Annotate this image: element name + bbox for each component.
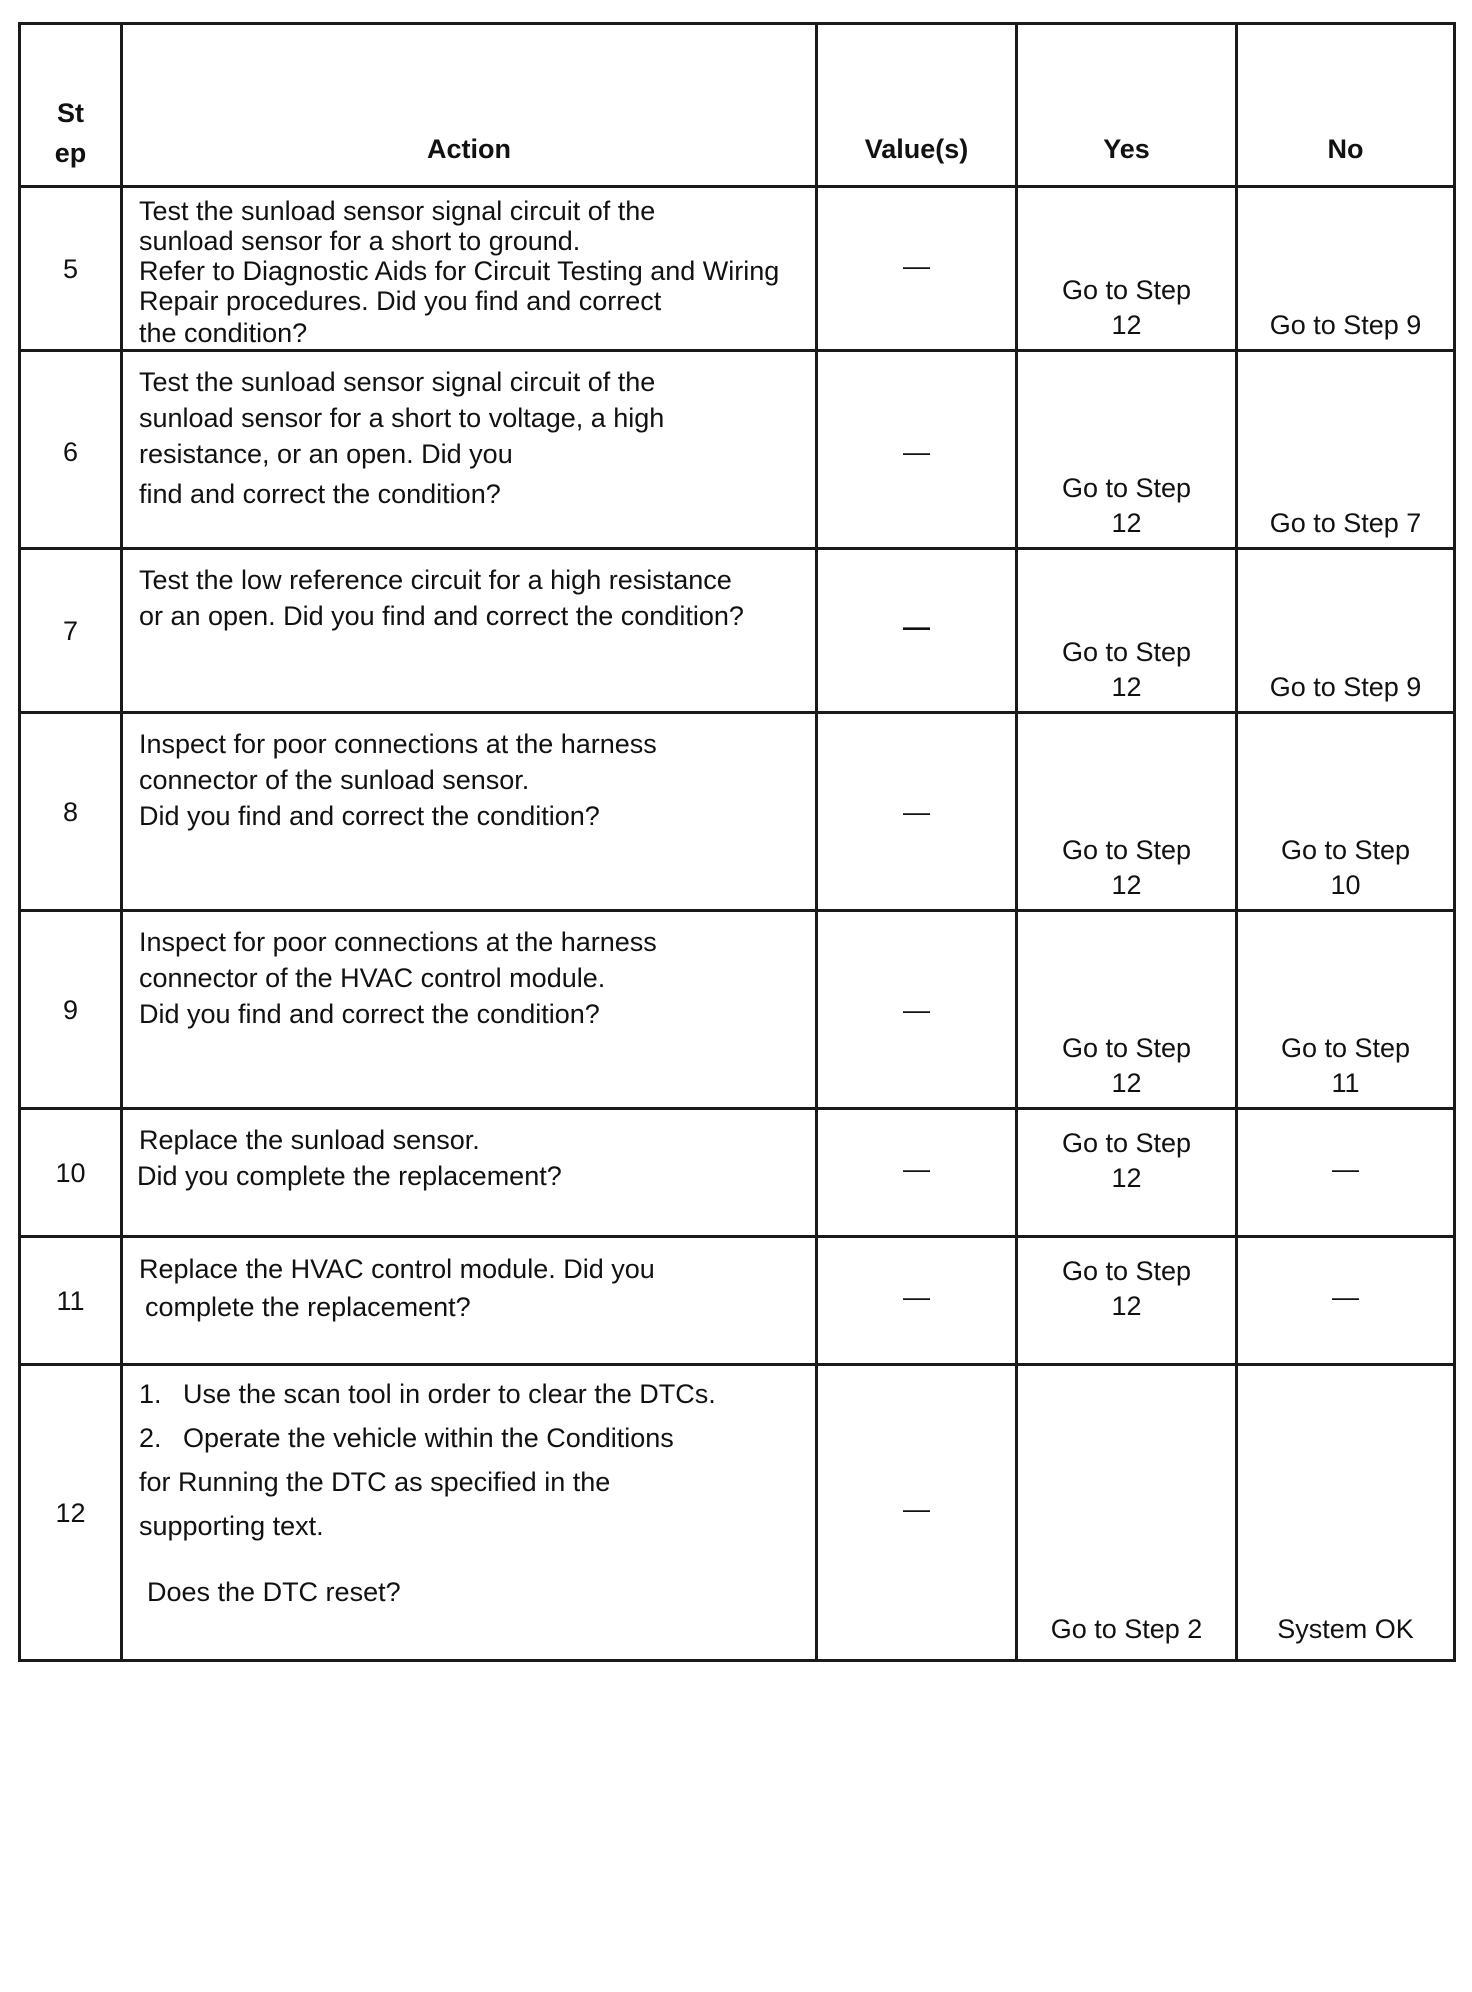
action-line: Test the sunload sensor signal circuit of the bbox=[139, 367, 656, 397]
list-number: 1. bbox=[139, 1379, 162, 1409]
action-line: supporting text. bbox=[139, 1511, 324, 1541]
action-line: sunload sensor for a short to voltage, a high bbox=[139, 403, 665, 433]
action-line: Inspect for poor connections at the harness bbox=[139, 729, 657, 759]
table-row bbox=[20, 911, 1455, 1109]
yes-cell bbox=[1017, 1109, 1237, 1237]
action-line: Did you find and correct the condition? bbox=[139, 801, 600, 831]
value-cell: — bbox=[817, 713, 1017, 911]
step-number: 10 bbox=[20, 1109, 122, 1237]
yes-line: Go to Step bbox=[1061, 275, 1192, 305]
action-cell bbox=[122, 1109, 817, 1237]
action-line: connector of the HVAC control module. bbox=[139, 963, 606, 993]
action-line: Did you complete the replacement? bbox=[137, 1161, 562, 1191]
action-line: Replace the sunload sensor. bbox=[139, 1125, 480, 1155]
table-row bbox=[20, 187, 1455, 351]
action-line: connector of the sunload sensor. bbox=[139, 765, 530, 795]
yes-line: Go to Step bbox=[1061, 1256, 1192, 1286]
header-step bbox=[20, 24, 122, 187]
no-cell bbox=[1237, 1365, 1455, 1661]
yes-line: Go to Step bbox=[1061, 473, 1192, 503]
table-row bbox=[20, 1365, 1455, 1661]
value-cell: — bbox=[817, 911, 1017, 1109]
table-row bbox=[20, 713, 1455, 911]
action-line: the condition? bbox=[139, 318, 308, 348]
action-line: Refer to Diagnostic Aids for Circuit Testing and Wiring bbox=[139, 256, 780, 286]
header-row bbox=[20, 24, 1455, 187]
no-line: 11 bbox=[1331, 1068, 1360, 1098]
step-number: 9 bbox=[20, 911, 122, 1109]
table-row bbox=[20, 1237, 1455, 1365]
no-line: Go to Step 7 bbox=[1269, 508, 1422, 538]
diagnostic-table bbox=[18, 22, 1456, 1662]
action-cell bbox=[122, 351, 817, 549]
no-line: — bbox=[1332, 1153, 1359, 1184]
action-cell bbox=[122, 549, 817, 713]
list-text: Operate the vehicle within the Conditions bbox=[183, 1423, 674, 1453]
action-list-item bbox=[139, 1372, 797, 1416]
yes-line: 12 bbox=[1111, 672, 1142, 702]
yes-cell bbox=[1017, 1237, 1237, 1365]
action-line: Repair procedures. Did you find and correct bbox=[139, 286, 662, 316]
yes-line: Go to Step bbox=[1061, 1033, 1192, 1063]
yes-line: 12 bbox=[1111, 870, 1142, 900]
no-cell bbox=[1237, 187, 1455, 351]
yes-cell bbox=[1017, 911, 1237, 1109]
yes-cell bbox=[1017, 187, 1237, 351]
yes-line: 12 bbox=[1111, 508, 1142, 538]
header-action: Action bbox=[122, 24, 817, 187]
value-cell: — bbox=[817, 549, 1017, 713]
yes-cell bbox=[1017, 1365, 1237, 1661]
yes-line: Go to Step bbox=[1061, 1128, 1192, 1158]
list-number: 2. bbox=[139, 1423, 162, 1453]
yes-line: 12 bbox=[1111, 310, 1142, 340]
action-line: sunload sensor for a short to ground. bbox=[139, 226, 581, 256]
action-line: for Running the DTC as specified in the bbox=[139, 1467, 611, 1497]
value-cell: — bbox=[817, 351, 1017, 549]
yes-line: 12 bbox=[1111, 1291, 1142, 1321]
yes-cell bbox=[1017, 351, 1237, 549]
no-cell bbox=[1237, 1109, 1455, 1237]
header-step-line1: St bbox=[57, 98, 84, 128]
no-cell bbox=[1237, 911, 1455, 1109]
action-line: Test the low reference circuit for a high resistance bbox=[139, 565, 732, 595]
table-row bbox=[20, 351, 1455, 549]
action-line: find and correct the condition? bbox=[139, 479, 501, 509]
header-yes: Yes bbox=[1017, 24, 1237, 187]
action-cell bbox=[122, 1237, 817, 1365]
yes-line: Go to Step bbox=[1061, 835, 1192, 865]
step-number: 6 bbox=[20, 351, 122, 549]
yes-cell bbox=[1017, 713, 1237, 911]
value-cell: — bbox=[817, 1237, 1017, 1365]
header-no: No bbox=[1237, 24, 1455, 187]
value-cell: — bbox=[817, 1365, 1017, 1661]
header-values: Value(s) bbox=[817, 24, 1017, 187]
no-cell bbox=[1237, 1237, 1455, 1365]
no-line: Go to Step bbox=[1280, 835, 1411, 865]
action-line: Did you find and correct the condition? bbox=[139, 999, 600, 1029]
step-number: 7 bbox=[20, 549, 122, 713]
action-line: resistance, or an open. Did you bbox=[139, 439, 513, 469]
action-list-item bbox=[139, 1416, 797, 1460]
list-text: Use the scan tool in order to clear the DTCs. bbox=[183, 1379, 716, 1409]
step-number: 11 bbox=[20, 1237, 122, 1365]
action-cell bbox=[122, 911, 817, 1109]
yes-line: Go to Step 2 bbox=[1050, 1614, 1203, 1644]
action-cell bbox=[122, 713, 817, 911]
action-line: complete the replacement? bbox=[145, 1292, 471, 1322]
action-cell bbox=[122, 187, 817, 351]
no-line: — bbox=[1332, 1281, 1359, 1312]
no-cell bbox=[1237, 549, 1455, 713]
action-line: Test the sunload sensor signal circuit of the bbox=[139, 196, 656, 226]
value-cell: — bbox=[817, 187, 1017, 351]
no-line: Go to Step 9 bbox=[1269, 310, 1422, 340]
no-line: 10 bbox=[1330, 870, 1361, 900]
no-line: Go to Step 9 bbox=[1269, 672, 1422, 702]
yes-line: 12 bbox=[1111, 1163, 1142, 1193]
no-line: System OK bbox=[1277, 1614, 1414, 1644]
yes-line: Go to Step bbox=[1061, 637, 1192, 667]
value-cell: — bbox=[817, 1109, 1017, 1237]
no-cell bbox=[1237, 713, 1455, 911]
action-line: Inspect for poor connections at the harness bbox=[139, 927, 657, 957]
no-line: Go to Step bbox=[1280, 1033, 1411, 1063]
yes-line: 12 bbox=[1111, 1068, 1142, 1098]
step-number: 5 bbox=[20, 187, 122, 351]
action-cell bbox=[122, 1365, 817, 1661]
no-cell bbox=[1237, 351, 1455, 549]
yes-cell bbox=[1017, 549, 1237, 713]
action-line: Replace the HVAC control module. Did you bbox=[139, 1254, 655, 1284]
header-step-line2: ep bbox=[54, 138, 87, 168]
step-number: 8 bbox=[20, 713, 122, 911]
action-question: Does the DTC reset? bbox=[147, 1577, 401, 1607]
action-line: or an open. Did you find and correct the condition? bbox=[139, 601, 744, 631]
step-number: 12 bbox=[20, 1365, 122, 1661]
table-row bbox=[20, 549, 1455, 713]
table-row bbox=[20, 1109, 1455, 1237]
